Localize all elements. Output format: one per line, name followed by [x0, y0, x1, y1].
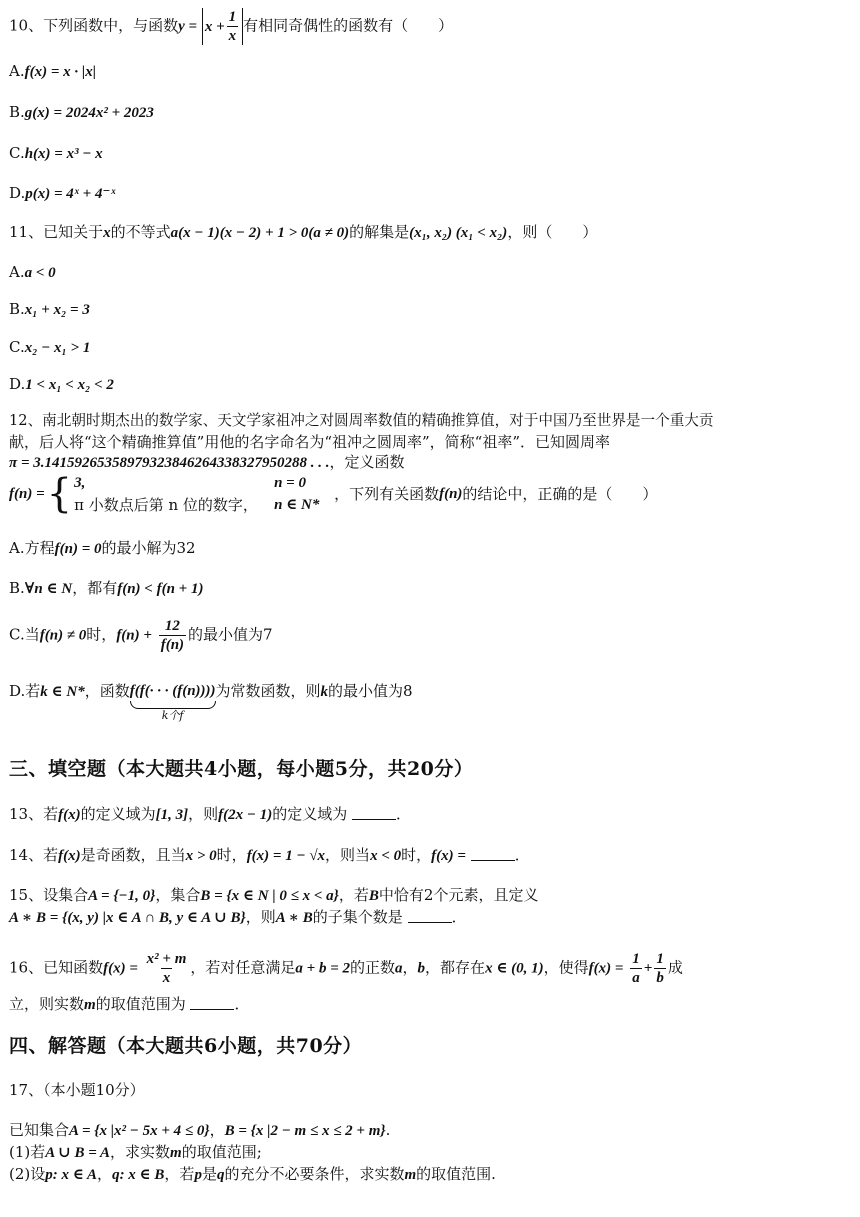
- q12-left-brace: {: [46, 471, 73, 517]
- q17-heading: 17、（本小题10分）: [9, 1081, 145, 1099]
- q12-cases: 3, n = 0 π 小数点后第 n 位的数字， n ∈ N*: [74, 475, 320, 514]
- q10-stem-text: 10、下列函数中，与函数: [9, 16, 179, 35]
- q12-pi-value: π = 3.14159265358979323846264338327950288 . . .: [9, 455, 330, 471]
- q10-option-a: A.f(x) = x · |x|: [9, 62, 96, 80]
- q11-solution-set: (x₁, x₂) (x₁ < x₂): [409, 225, 508, 241]
- q11-stem: 11、已知关于x的不等式a(x − 1)(x − 2) + 1 > 0(a ≠ 0)的解集是(x₁, x₂) (x₁ < x₂)，则（ ）: [9, 223, 598, 241]
- q10-option-c-expr: h(x) = x³ − x: [24, 146, 103, 162]
- q11-inequality: a(x − 1)(x − 2) + 1 > 0(a ≠ 0): [170, 225, 350, 241]
- q10-option-a-expr: f(x) = x · |x|: [24, 64, 96, 80]
- q10-abs-x: x +: [204, 18, 225, 35]
- section3-heading: 三、填空题（本大题共4小题，每小题5分，共20分）: [9, 758, 474, 780]
- q12-stem-line1: 12、南北朝时期杰出的数学家、天文学家祖冲之对圆周率数值的精确推算值，对于中国乃至世界是一个重大贡: [9, 412, 714, 429]
- q13-answer-blank[interactable]: [352, 805, 396, 820]
- q16-line2: 立，则实数m的取值范围为 ．: [9, 995, 250, 1013]
- q12-function-def: f(n) = { 3, n = 0 π 小数点后第 n 位的数字， n ∈ N* ，下列有关函数 f(n) 的结论中，正确的是（ ）: [9, 471, 658, 517]
- q12-option-a: A.方程f(n) = 0的最小解为32: [9, 539, 196, 557]
- q10-option-d-expr: p(x) = 4ˣ + 4⁻ˣ: [25, 186, 116, 202]
- q17-line1: 已知集合A = {x |x² − 5x + 4 ≤ 0}，B = {x |2 − m ≤ x ≤ 2 + m}.: [9, 1121, 391, 1139]
- section4-heading: 四、解答题（本大题共6小题，共70分）: [9, 1035, 363, 1057]
- q10-fn-lhs: y =: [178, 18, 198, 35]
- q10-option-c: C.h(x) = x³ − x: [9, 144, 103, 162]
- q12-pi-line: π = 3.14159265358979323846264338327950288 . . .，定义函数: [9, 453, 405, 471]
- q10-abs-expr: [202, 8, 243, 45]
- q10-option-b-expr: g(x) = 2024x² + 2023: [24, 105, 154, 121]
- q11-option-a: A.a < 0: [9, 263, 56, 281]
- q12-option-b: B.∀n ∈ N，都有f(n) < f(n + 1): [9, 579, 204, 597]
- q11-option-b: B.x₁ + x₂ = 3: [9, 300, 90, 318]
- q10-stem-end: 有相同奇偶性的函数有（ ）: [243, 16, 454, 35]
- q14-answer-blank[interactable]: [471, 846, 515, 861]
- q11-option-d: D.1 < x₁ < x₂ < 2: [9, 375, 114, 393]
- q16-answer-blank[interactable]: [190, 995, 234, 1010]
- q10-frac-num: 1: [228, 9, 237, 25]
- q12-option-d: D.若k ∈ N*，函数 f(f(· · · (f(n)))) k个f 为常数函数，则k的最小值为8: [9, 682, 413, 722]
- q12-optc-fraction: $\frac{12}{f(n)}$: [160, 618, 185, 653]
- q12-stem-line2: 献，后人将“这个精确推算值”用他的名字命名为“祖冲之圆周率”，简称“祖率”．已知圆周率: [9, 433, 611, 451]
- q11-option-c: C.x₂ − x₁ > 1: [9, 338, 91, 356]
- q16-line1: 16、已知函数f(x) = $\frac{\text{x² + m}}{x}$ ，若对任意满足a + b = 2的正数a，b，都存在x ∈ (0, 1)，使得f(x) = $\frac{1}{a}$ + $\frac{1}{b}$ 成: [9, 951, 683, 986]
- q17-part1: (1)若A ∪ B = A，求实数m的取值范围;: [9, 1143, 262, 1161]
- q17-part2: (2)设p: x ∈ A，q: x ∈ B，若p是q的充分不必要条件，求实数m的取值范围.: [9, 1165, 496, 1183]
- q15-line1: 15、设集合A = {−1, 0}，集合B = {x ∈ N | 0 ≤ x < a}，若B中恰有2个元素，且定义: [9, 886, 539, 904]
- q12-option-c: C.当f(n) ≠ 0时，f(n) + $\frac{12}{f(n)}$ 的最小值为7: [9, 618, 273, 653]
- q10-frac-den: x: [228, 28, 237, 44]
- q13: 13、若f(x)的定义域为[1, 3]，则f(2x − 1)的定义域为 ．: [9, 805, 412, 823]
- q12-underbrace: f(f(· · · (f(n)))) k个f: [129, 683, 216, 722]
- q15-line2: A ∗ B = {(x, y) |x ∈ A ∩ B, y ∈ A ∪ B}，则A ∗ B的子集个数是 ．: [9, 908, 467, 926]
- q10-option-d: D.p(x) = 4ˣ + 4⁻ˣ: [9, 184, 116, 202]
- q14: 14、若f(x)是奇函数，且当x > 0时，f(x) = 1 − √x，则当x < 0时，f(x) = ．: [9, 846, 530, 864]
- q15-answer-blank[interactable]: [408, 908, 452, 923]
- q16-fraction-f: $\frac{\text{x² + m}}{x}$: [146, 951, 187, 986]
- q10-stem: [9, 8, 848, 44]
- q10-option-b: B.g(x) = 2024x² + 2023: [9, 103, 154, 121]
- q10-fraction: [227, 8, 239, 45]
